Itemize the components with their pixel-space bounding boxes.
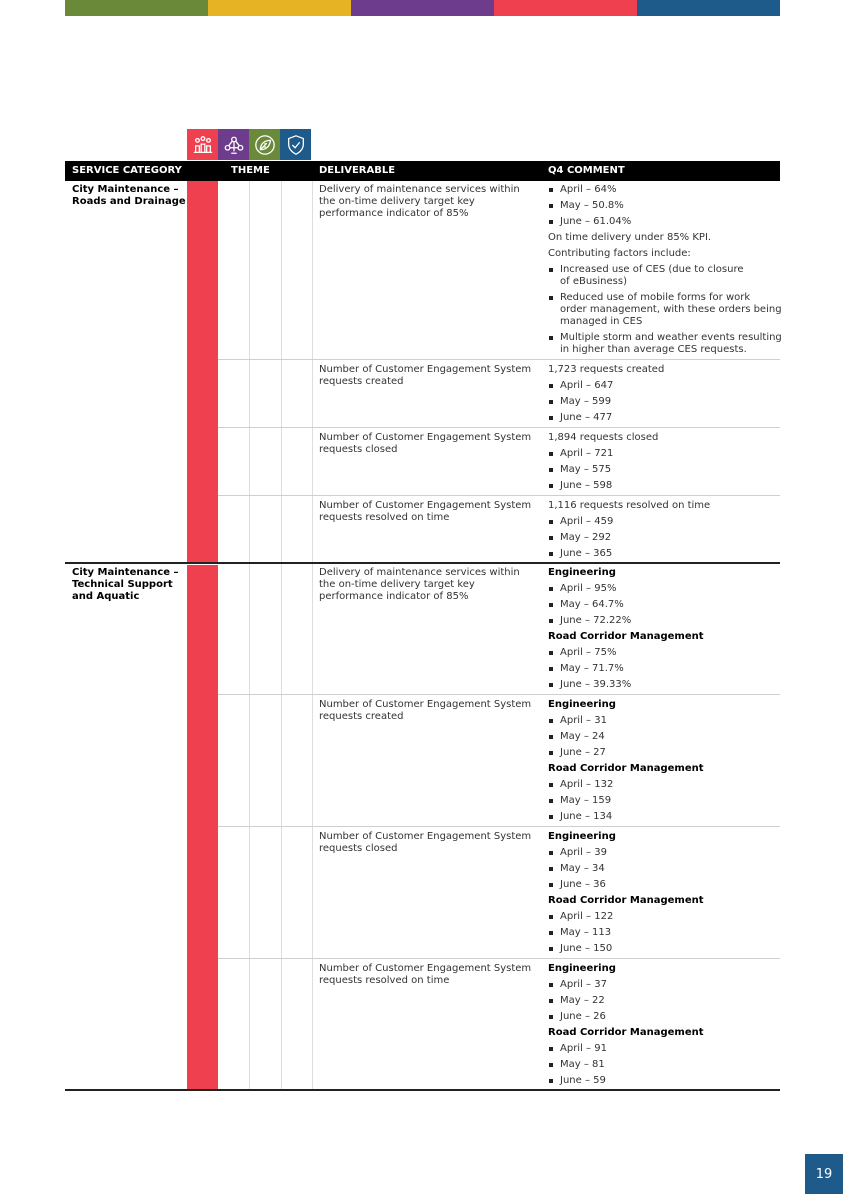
comment-bullet: Multiple storm and weather events resulting	[560, 332, 782, 343]
color-bar	[65, 0, 780, 16]
comment-heading: Engineering	[548, 567, 616, 578]
comment-bullet: June – 59	[560, 1075, 606, 1086]
community-icon	[187, 129, 218, 160]
comment-heading: Engineering	[548, 831, 616, 842]
people-network-icon	[218, 129, 249, 160]
comment-bullet: May – 22	[560, 995, 605, 1006]
comment-heading: Road Corridor Management	[548, 763, 704, 774]
comment-bullet: June – 27	[560, 747, 606, 758]
deliverable-text: Delivery of maintenance services within the on-time delivery target key performance indicator of 85%	[319, 567, 520, 602]
comment-bullet: May – 50.8%	[560, 200, 624, 211]
comment-line: 1,723 requests created	[548, 364, 665, 375]
comment-line: managed in CES	[560, 316, 643, 327]
comment-bullet: April – 31	[560, 715, 607, 726]
group-divider	[65, 1089, 780, 1091]
row-divider	[218, 359, 780, 360]
comment-bullet: April – 132	[560, 779, 614, 790]
comment-bullet: May – 64.7%	[560, 599, 624, 610]
header-q4-comment: Q4 COMMENT	[548, 165, 625, 176]
color-bar-segment	[351, 0, 494, 16]
comment-bullet: April – 91	[560, 1043, 607, 1054]
comment-bullet: May – 34	[560, 863, 605, 874]
comment-bullet: June – 365	[560, 548, 613, 559]
comment-bullet: April – 647	[560, 380, 614, 391]
deliverable-text: Number of Customer Engagement System requests resolved on time	[319, 963, 532, 986]
deliverable-text: Delivery of maintenance services within the on-time delivery target key performance indicator of 85%	[319, 184, 520, 219]
comment-bullet: Reduced use of mobile forms for work	[560, 292, 751, 303]
comment-bullet: April – 37	[560, 979, 607, 990]
theme-strip	[187, 565, 218, 1090]
deliverable-text: Number of Customer Engagement System requests resolved on time	[319, 500, 532, 523]
comment-bullet: May – 159	[560, 795, 612, 806]
column-divider	[249, 181, 250, 1091]
comment-bullet: April – 95%	[560, 583, 617, 594]
comment-bullet: June – 134	[560, 811, 613, 822]
comment-heading: Road Corridor Management	[548, 631, 704, 642]
comment-bullet: June – 598	[560, 480, 613, 491]
page-number: 19	[805, 1154, 843, 1194]
color-bar-segment	[65, 0, 208, 16]
row-divider	[218, 427, 780, 428]
comment-bullet: May – 113	[560, 927, 612, 938]
comment-bullet: April – 64%	[560, 184, 617, 195]
leaf-icon	[249, 129, 280, 160]
comment-line: of eBusiness)	[560, 276, 627, 287]
deliverable-text: Number of Customer Engagement System requests created	[319, 699, 532, 722]
color-bar-segment	[208, 0, 351, 16]
header-theme: THEME	[231, 165, 270, 176]
header-service-category: SERVICE CATEGORY	[72, 165, 182, 176]
comment-bullet: June – 26	[560, 1011, 606, 1022]
comment-line: Contributing factors include:	[548, 248, 691, 259]
deliverable-text: Number of Customer Engagement System requests closed	[319, 432, 532, 455]
shield-check-icon	[280, 129, 311, 160]
group-divider	[65, 562, 780, 564]
comment-bullet: June – 61.04%	[560, 216, 632, 227]
comment-bullet: April – 122	[560, 911, 614, 922]
column-divider	[281, 181, 282, 1091]
comment-line: 1,116 requests resolved on time	[548, 500, 711, 511]
comment-bullet: Increased use of CES (due to closure	[560, 264, 744, 275]
comment-bullet: May – 599	[560, 396, 612, 407]
column-divider	[312, 181, 313, 1091]
comment-bullet: April – 459	[560, 516, 614, 527]
header-deliverable: DELIVERABLE	[319, 165, 396, 176]
comment-heading: Engineering	[548, 963, 616, 974]
comment-bullet: April – 721	[560, 448, 614, 459]
comment-line: 1,894 requests closed	[548, 432, 659, 443]
deliverable-text: Number of Customer Engagement System requests created	[319, 364, 532, 387]
comment-bullet: May – 575	[560, 464, 612, 475]
row-divider	[218, 958, 780, 959]
comment-line: order management, with these orders being	[560, 304, 782, 315]
deliverable-text: Number of Customer Engagement System requests closed	[319, 831, 532, 854]
comment-bullet: June – 477	[560, 412, 613, 423]
comment-heading: Road Corridor Management	[548, 895, 704, 906]
service-category-label: City Maintenance – Technical Support and Aquatic	[72, 567, 179, 602]
comment-bullet: May – 81	[560, 1059, 605, 1070]
comment-bullet: April – 75%	[560, 647, 617, 658]
comment-bullet: May – 24	[560, 731, 605, 742]
row-divider	[218, 694, 780, 695]
color-bar-segment	[637, 0, 780, 16]
comment-bullet: June – 36	[560, 879, 606, 890]
comment-bullet: June – 39.33%	[560, 679, 632, 690]
comment-heading: Road Corridor Management	[548, 1027, 704, 1038]
color-bar-segment	[494, 0, 637, 16]
comment-line: in higher than average CES requests.	[560, 344, 747, 355]
comment-bullet: April – 39	[560, 847, 607, 858]
service-category-label: City Maintenance – Roads and Drainage	[72, 184, 186, 207]
theme-strip	[187, 181, 218, 563]
table-header	[65, 161, 780, 181]
comment-bullet: May – 292	[560, 532, 612, 543]
row-divider	[218, 495, 780, 496]
comment-bullet: June – 72.22%	[560, 615, 632, 626]
row-divider	[218, 826, 780, 827]
comment-line: On time delivery under 85% KPI.	[548, 232, 712, 243]
comment-bullet: June – 150	[560, 943, 613, 954]
comment-heading: Engineering	[548, 699, 616, 710]
theme-icons	[187, 129, 311, 160]
comment-bullet: May – 71.7%	[560, 663, 624, 674]
